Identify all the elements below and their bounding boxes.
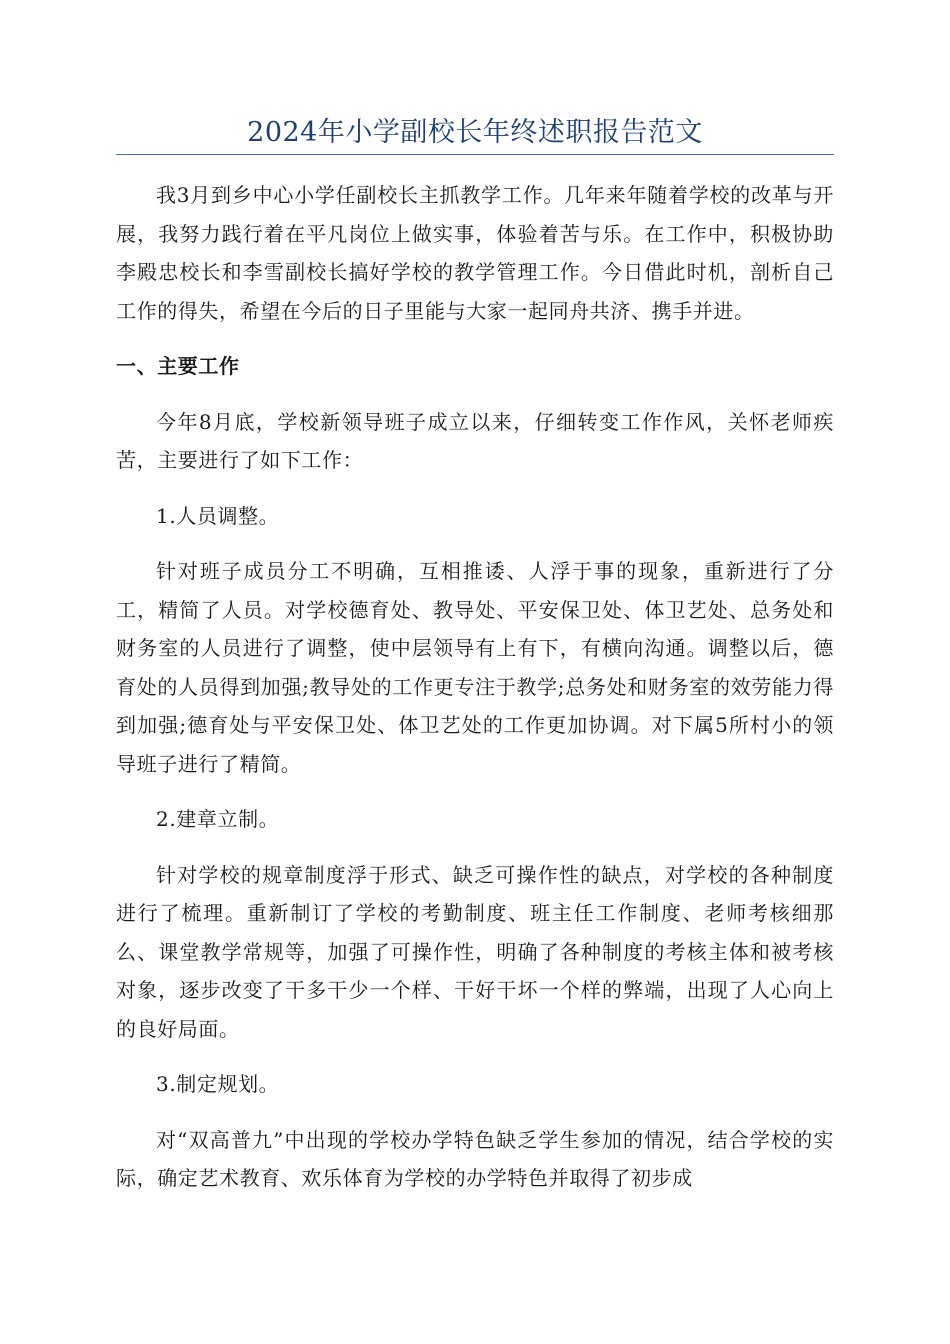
item-body-rules: 针对学校的规章制度浮于形式、缺乏可操作性的缺点，对学校的各种制度进行了梳理。重新制订了学校的考勤制度、班主任工作制度、老师考核细那么、课堂教学常规等，加强了可操作性，明确了各种制度的考核主体和被考核对象，逐步改变了干多干少一个样、干好干坏一个样的弊端，出现了人心向上的良好局面。 [116,862,834,1041]
item-title-planning: 3.制定规划。 [156,1072,280,1096]
item-body-planning: 对“双高普九”中出现的学校办学特色缺乏学生参加的情况，结合学校的实际，确定艺术教育、欢乐体育为学校的办学特色并取得了初步成 [116,1127,834,1190]
item-title-rules: 2.建章立制。 [156,807,280,831]
document-title: 2024年小学副校长年终述职报告范文 [247,117,703,148]
item-body-staff-adjustment: 针对班子成员分工不明确，互相推诿、人浮于事的现象，重新进行了分工，精简了人员。对学校德育处、教导处、平安保卫处、体卫艺处、总务处和财务室的人员进行了调整，使中层领导有上有下，有横向沟通。调整以后，德育处的人员得到加强;教导处的工作更专注于教学;总务处和财务室的效劳能力得到加强;德育处与平安保卫处、体卫艺处的工作更加协调。对下属5所村小的领导班子进行了精简。 [116,559,834,776]
section-intro-paragraph: 今年8月底，学校新领导班子成立以来，仔细转变工作作风，关怀老师疾苦，主要进行了如下工作： [116,409,834,472]
item-title-staff-adjustment: 1.人员调整。 [156,503,280,528]
intro-paragraph: 我3月到乡中心小学任副校长主抓教学工作。几年来年随着学校的改革与开展，我努力践行着在平凡岗位上做实事，体验着苦与乐。在工作中，积极协助李殿忠校长和李雪副校长搞好学校的教学管理工作。今日借此时机，剖析自己工作的得失，希望在今后的日子里能与大家一起同舟共济、携手并进。 [116,183,834,323]
section-heading-main-work: 一、主要工作 [116,354,240,378]
title-underline [116,154,834,155]
document-body [116,176,834,1215]
